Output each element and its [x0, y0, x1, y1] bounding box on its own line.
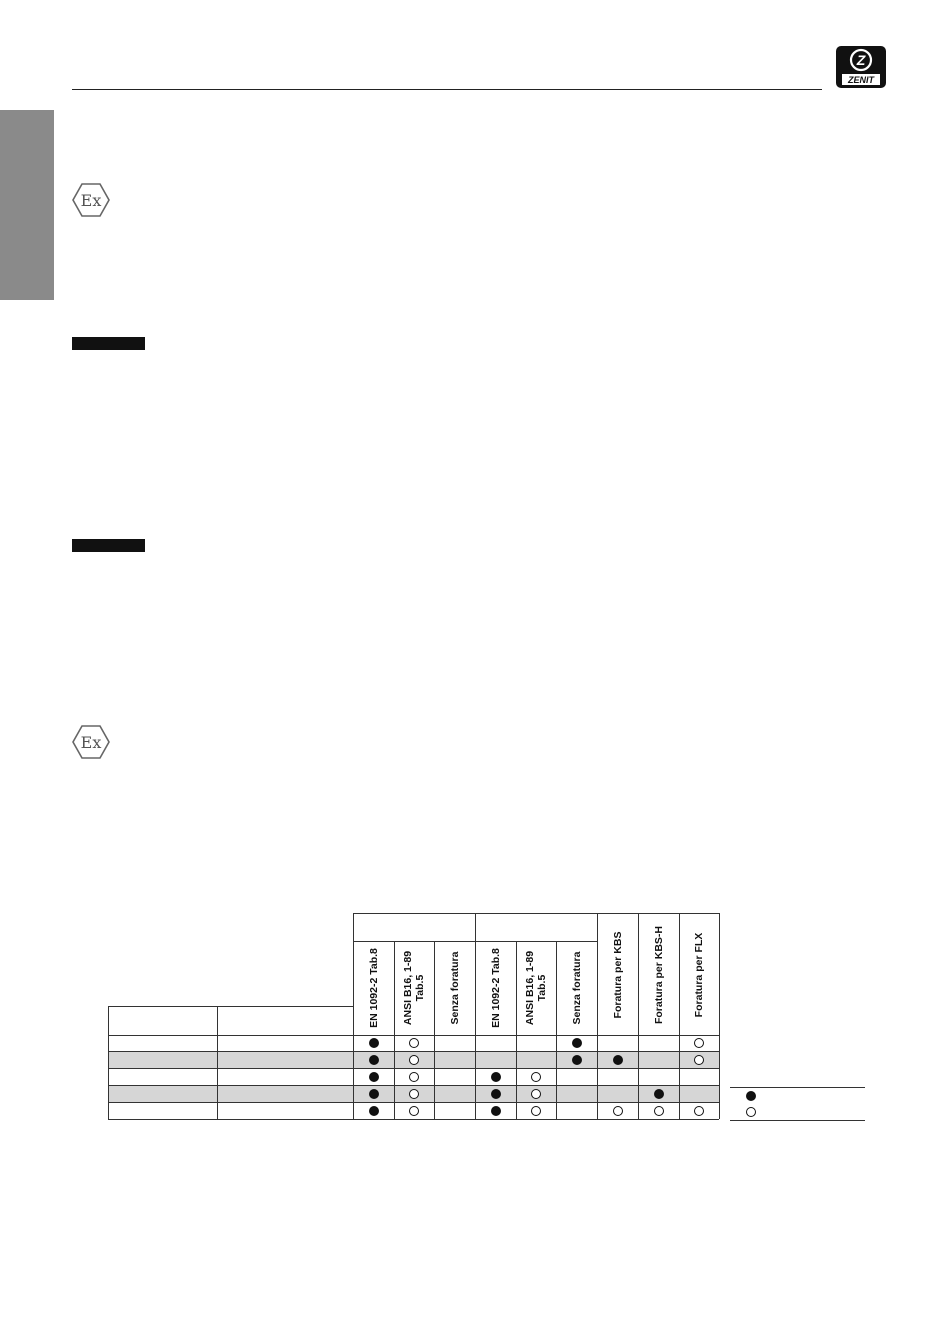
ex-mark-text: Ex [80, 733, 102, 752]
column-header [490, 946, 502, 1030]
filled-dot [369, 1055, 379, 1065]
table-rule [638, 913, 639, 1119]
column-header [571, 946, 583, 1030]
column-header [653, 920, 665, 1030]
table-rule [434, 941, 435, 1119]
open-dot [409, 1072, 419, 1082]
filled-dot [369, 1106, 379, 1116]
table-rule [475, 913, 476, 1119]
table-rule [597, 913, 598, 1119]
open-dot [694, 1038, 704, 1048]
table-rule [108, 1006, 353, 1007]
logo-text: ZENIT [848, 75, 874, 85]
column-header-line: ANSI B16, 1-89 [524, 950, 536, 1026]
open-dot [409, 1106, 419, 1116]
legend-rule [730, 1120, 865, 1121]
ex-atex-icon [72, 724, 110, 760]
open-dot [409, 1038, 419, 1048]
column-header-line: EN 1092-2 Tab.8 [367, 948, 380, 1028]
filled-dot [491, 1089, 501, 1099]
open-dot [531, 1072, 541, 1082]
column-header-line: Tab.5 [536, 974, 548, 1002]
column-header [402, 946, 426, 1030]
column-header-line: Foratura per KBS-H [652, 926, 665, 1025]
column-header-line: Senza foratura [570, 951, 583, 1025]
side-tab [0, 110, 54, 300]
table-rule [108, 1119, 719, 1120]
filled-dot [369, 1089, 379, 1099]
table-rule [353, 913, 354, 1119]
table-rule [108, 1068, 719, 1069]
filled-dot [572, 1038, 582, 1048]
table-rule [108, 1102, 719, 1103]
filled-dot [491, 1072, 501, 1082]
table-rule [353, 913, 719, 914]
open-dot [409, 1055, 419, 1065]
filled-dot [491, 1106, 501, 1116]
table-rule [516, 941, 517, 1119]
column-header-line: Foratura per FLX [693, 932, 705, 1018]
black-label-bar [72, 337, 145, 350]
legend-filled-dot [746, 1091, 756, 1101]
open-dot [694, 1106, 704, 1116]
table-row-shade [108, 1085, 719, 1102]
logo-letter: Z [856, 52, 866, 68]
table-rule [108, 1006, 109, 1119]
table-rule [108, 1035, 719, 1036]
filled-dot [654, 1089, 664, 1099]
column-header [693, 920, 705, 1030]
filled-dot [572, 1055, 582, 1065]
table-rule [556, 941, 557, 1119]
column-header-line: Tab.5 [414, 974, 426, 1002]
column-header [449, 946, 461, 1030]
legend-rule [730, 1087, 865, 1088]
open-dot [531, 1106, 541, 1116]
filled-dot [613, 1055, 623, 1065]
open-dot [531, 1089, 541, 1099]
column-header-line: ANSI B16, 1-89 [402, 950, 414, 1026]
ex-atex-icon [72, 182, 110, 218]
open-dot [694, 1055, 704, 1065]
legend-open-dot [746, 1107, 756, 1117]
table-rule [719, 913, 720, 1119]
column-header [368, 946, 380, 1030]
table-rule [108, 1051, 719, 1052]
open-dot [613, 1106, 623, 1116]
zenit-logo [835, 45, 887, 89]
table-rule [394, 941, 395, 1119]
column-header [524, 946, 548, 1030]
ex-mark-text: Ex [80, 191, 102, 210]
table-rule [679, 913, 680, 1119]
table-rule [217, 1006, 218, 1119]
filled-dot [369, 1038, 379, 1048]
filled-dot [369, 1072, 379, 1082]
column-header-line: EN 1092-2 Tab.8 [489, 948, 502, 1028]
column-header [612, 920, 624, 1030]
header-rule [72, 89, 822, 90]
black-label-bar [72, 539, 145, 552]
open-dot [409, 1089, 419, 1099]
column-header-line: Foratura per KBS [611, 931, 624, 1019]
table-rule [353, 941, 597, 942]
open-dot [654, 1106, 664, 1116]
table-row-shade [108, 1051, 719, 1068]
table-rule [108, 1085, 719, 1086]
column-header-line: Senza foratura [448, 951, 461, 1025]
